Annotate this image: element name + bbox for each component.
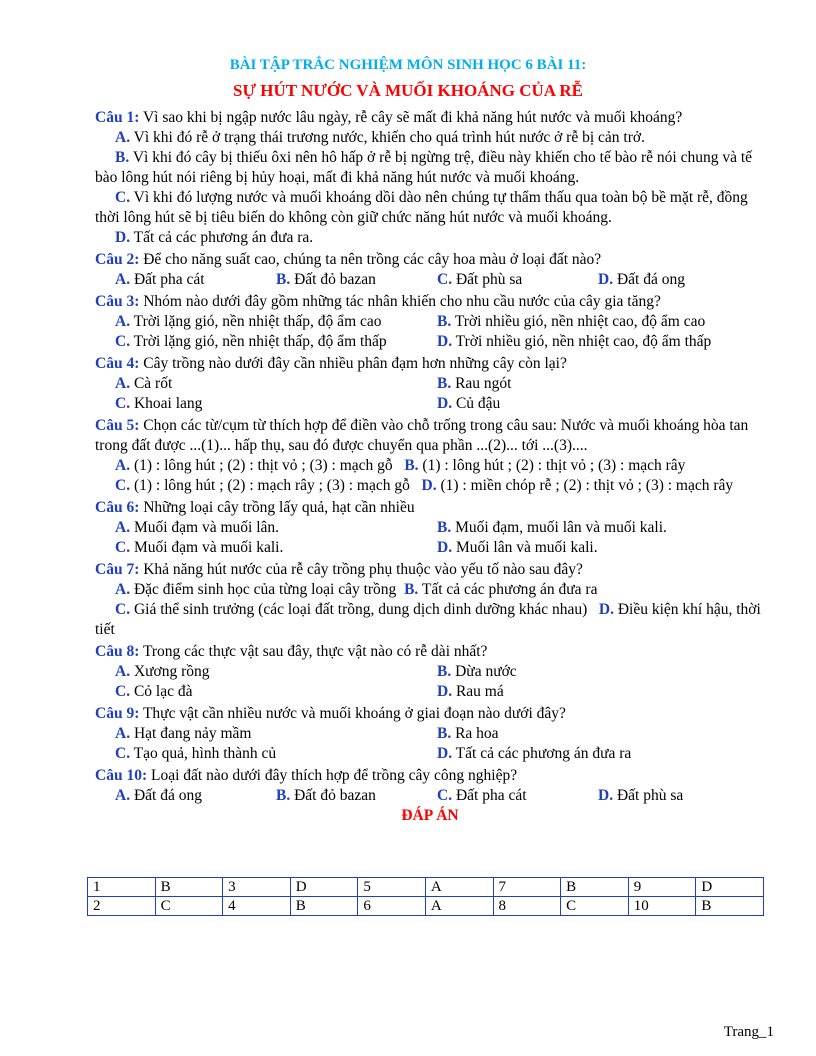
question-label: Câu 2: xyxy=(95,251,140,268)
question-text: Trong các thực vật sau đây, thực vật nào có rễ dài nhất? xyxy=(139,643,488,660)
option-letter: B. xyxy=(404,581,419,598)
option-text: Trời nhiều gió, nền nhiệt cao, độ ẩm cao xyxy=(451,313,706,330)
options-row xyxy=(95,538,765,558)
question-9 xyxy=(95,704,765,764)
table-cell: D xyxy=(696,878,764,897)
option-text: Vì khi đó cây bị thiếu ôxi nên hô hấp ở rễ bị ngừng trệ, điều này khiến cho tế bào rễ nói chung và tế bào lông hút nói riêng bị hủy hoại, mất đi khả năng hút nước và muối khoáng. xyxy=(95,149,753,186)
table-cell: 8 xyxy=(493,897,561,916)
table-cell: 5 xyxy=(358,878,426,897)
option-letter: A. xyxy=(115,375,131,392)
option-text: Muối đạm và muối kali. xyxy=(130,539,284,556)
option-text: Vì khi đó rễ ở trạng thái trương nước, khiến cho quá trình hút nước ở rễ bị cản trở. xyxy=(130,129,645,146)
options-row xyxy=(95,786,765,806)
option-letter: B. xyxy=(437,663,452,680)
option-letter: C. xyxy=(437,787,453,804)
question-text: Vì sao khi bị ngập nước lâu ngày, rễ cây sẽ mất đi khả năng hút nước và muối khoáng? xyxy=(139,109,683,126)
question-label: Câu 8: xyxy=(95,643,140,660)
table-cell: 6 xyxy=(358,897,426,916)
option-text: Đất pha cát xyxy=(130,271,205,288)
option-letter: A. xyxy=(115,663,131,680)
question-7 xyxy=(95,560,765,640)
question-text: Loại đất nào dưới đây thích hợp để trồng cây công nghiệp? xyxy=(147,767,518,784)
question-8 xyxy=(95,642,765,702)
question-text: Thực vật cần nhiều nước và muối khoáng ở giai đoạn nào dưới đây? xyxy=(139,705,566,722)
table-cell: D xyxy=(290,878,358,897)
option-text: Muối đạm, muối lân và muối kali. xyxy=(451,519,667,536)
options-row xyxy=(95,374,765,394)
question-text: Cây trồng nào dưới đây cần nhiều phân đạm hơn những cây còn lại? xyxy=(139,355,567,372)
option-letter: A. xyxy=(115,725,131,742)
option-text: Khoai lang xyxy=(130,395,203,412)
table-cell: C xyxy=(155,897,223,916)
question-5 xyxy=(95,416,765,496)
table-cell: 7 xyxy=(493,878,561,897)
option-letter: D. xyxy=(598,787,614,804)
option-text: Đất đá ong xyxy=(130,787,202,804)
question-label: Câu 9: xyxy=(95,705,140,722)
option-a xyxy=(115,724,437,744)
option-text: Vì khi đó lượng nước và muối khoáng dồi dào nên chúng tự thẩm thấu qua toàn bộ bề mặt rễ, đồng thời lông hút sẽ bị tiêu biến do không còn giữ chức năng hút nước và muối khoáng. xyxy=(95,189,748,226)
question-4 xyxy=(95,354,765,414)
option-a xyxy=(115,374,437,394)
option-letter: D. xyxy=(421,477,437,494)
option-d xyxy=(437,682,504,702)
option-letter: A. xyxy=(115,313,131,330)
options-row xyxy=(95,724,765,744)
option-a-b-line xyxy=(95,456,765,476)
option-letter: B. xyxy=(276,271,291,288)
option-letter: D. xyxy=(437,539,453,556)
option-letter: C. xyxy=(115,539,131,556)
option-c xyxy=(437,786,598,806)
option-text: Tạo quả, hình thành củ xyxy=(130,745,277,762)
option-text: Tất cả các phương án đưa ra xyxy=(452,745,632,762)
table-cell: 2 xyxy=(88,897,156,916)
option-c-d-line xyxy=(95,600,765,640)
option-text: Muối đạm và muối lân. xyxy=(130,519,280,536)
option-letter: C. xyxy=(115,745,131,762)
option-letter: A. xyxy=(115,787,131,804)
question-label: Câu 10: xyxy=(95,767,148,784)
table-cell: 1 xyxy=(88,878,156,897)
option-letter: D. xyxy=(598,601,614,618)
option-letter: C. xyxy=(115,333,131,350)
option-c xyxy=(115,332,437,352)
options-row xyxy=(95,682,765,702)
option-text: (1) : lông hút ; (2) : thịt vỏ ; (3) : mạch gỗ xyxy=(130,457,393,474)
option-c xyxy=(437,270,598,290)
option-text: Rau má xyxy=(452,683,504,700)
option-text: Đất đá ong xyxy=(613,271,685,288)
question-list xyxy=(95,108,765,826)
option-text: Muối lân và muối kali. xyxy=(452,539,598,556)
question-label: Câu 6: xyxy=(95,499,140,516)
option-letter: C. xyxy=(115,601,131,618)
option-a xyxy=(115,270,276,290)
question-label: Câu 4: xyxy=(95,355,140,372)
option-letter: B. xyxy=(437,519,452,536)
table-cell: 3 xyxy=(223,878,291,897)
option-d xyxy=(437,332,711,352)
option-d xyxy=(437,538,598,558)
question-10 xyxy=(95,766,765,806)
option-d xyxy=(437,394,500,414)
answer-key-table xyxy=(87,877,764,916)
option-b xyxy=(437,312,705,332)
option-letter: D. xyxy=(437,683,453,700)
option-text: (1) : lông hút ; (2) : mạch rây ; (3) : mạch gỗ xyxy=(130,477,410,494)
option-b xyxy=(437,724,499,744)
option-letter: A. xyxy=(115,129,131,146)
table-row xyxy=(88,878,764,897)
options-row xyxy=(95,394,765,414)
option-b xyxy=(437,662,517,682)
question-text: Để cho năng suất cao, chúng ta nên trồng các cây hoa màu ở loại đất nào? xyxy=(139,251,602,268)
option-d xyxy=(598,270,759,290)
option-a-b-line xyxy=(95,580,765,600)
question-6 xyxy=(95,498,765,558)
options-row xyxy=(95,662,765,682)
option-text: Hạt đang nảy mầm xyxy=(130,725,252,742)
option-letter: C. xyxy=(115,683,131,700)
table-cell: 4 xyxy=(223,897,291,916)
option-text: Cỏ lạc đà xyxy=(130,683,193,700)
option-b xyxy=(437,374,512,394)
option-text: Đất phù sa xyxy=(613,787,684,804)
question-text: Những loại cây trồng lấy quả, hạt cần nhiều xyxy=(139,499,415,516)
option-letter: D. xyxy=(437,745,453,762)
option-text: Đất đỏ bazan xyxy=(290,271,376,288)
option-a xyxy=(115,786,276,806)
document-title: BÀI TẬP TRẮC NGHIỆM MÔN SINH HỌC 6 BÀI 11: xyxy=(229,57,587,73)
option-letter: D. xyxy=(437,395,453,412)
option-c xyxy=(95,188,765,228)
option-letter: B. xyxy=(437,375,452,392)
option-text: Tất cả các phương án đưa ra. xyxy=(130,229,314,246)
question-text: Nhóm nào dưới đây gồm những tác nhân khiến cho nhu cầu nước của cây gia tăng? xyxy=(139,293,661,310)
table-cell: C xyxy=(561,897,629,916)
question-label: Câu 5: xyxy=(95,417,140,434)
option-letter: C. xyxy=(437,271,453,288)
option-text: (1) : miền chóp rễ ; (2) : thịt vỏ ; (3) : mạch rây xyxy=(436,477,734,494)
options-row xyxy=(95,270,765,290)
option-text: Điều kiện khí hậu, thời tiết xyxy=(95,601,761,638)
question-1 xyxy=(95,108,765,248)
page-number: Trang_1 xyxy=(723,1024,774,1040)
table-cell: B xyxy=(290,897,358,916)
option-letter: B. xyxy=(115,149,130,166)
question-label: Câu 7: xyxy=(95,561,140,578)
option-letter: D. xyxy=(115,229,131,246)
question-2 xyxy=(95,250,765,290)
option-text: Cà rốt xyxy=(130,375,173,392)
option-b xyxy=(276,786,437,806)
option-letter: C. xyxy=(115,395,131,412)
option-text: Ra hoa xyxy=(451,725,499,742)
option-text: Trời nhiều gió, nền nhiệt cao, độ ẩm thấp xyxy=(452,333,712,350)
option-c xyxy=(115,682,437,702)
option-letter: A. xyxy=(115,271,131,288)
option-text: Trời lặng gió, nền nhiệt thấp, độ ẩm thấp xyxy=(130,333,387,350)
option-c xyxy=(115,744,437,764)
option-c xyxy=(115,538,437,558)
option-d xyxy=(95,228,765,248)
option-letter: C. xyxy=(115,189,131,206)
option-letter: A. xyxy=(115,457,131,474)
table-cell: 10 xyxy=(628,897,696,916)
options-row xyxy=(95,312,765,332)
option-text: Đất đỏ bazan xyxy=(290,787,376,804)
option-c xyxy=(115,394,437,414)
options-row xyxy=(95,332,765,352)
option-letter: B. xyxy=(437,313,452,330)
table-cell: A xyxy=(425,897,493,916)
option-letter: B. xyxy=(276,787,291,804)
option-d xyxy=(437,744,631,764)
option-d xyxy=(598,786,759,806)
table-cell: 9 xyxy=(628,878,696,897)
option-letter: D. xyxy=(598,271,614,288)
option-a xyxy=(95,128,765,148)
option-letter: A. xyxy=(115,581,131,598)
option-letter: C. xyxy=(115,477,131,494)
option-a xyxy=(115,312,437,332)
option-letter: B. xyxy=(437,725,452,742)
answer-key-heading: ĐÁP ÁN xyxy=(401,807,459,824)
option-text: Củ đậu xyxy=(452,395,501,412)
option-text: Tất cả các phương án đưa ra xyxy=(418,581,598,598)
option-text: (1) : lông hút ; (2) : thịt vỏ ; (3) : mạch rây xyxy=(418,457,686,474)
option-letter: D. xyxy=(437,333,453,350)
option-b xyxy=(276,270,437,290)
question-3 xyxy=(95,292,765,352)
table-cell: B xyxy=(561,878,629,897)
option-text: Dừa nước xyxy=(451,663,517,680)
question-text: Chọn các từ/cụm từ thích hợp để điền vào chỗ trống trong câu sau: Nước và muối khoáng hòa tan trong đất được ...(1)... hấp thụ, sau đó được chuyển qua phần ...(2)... tới ...(3).... xyxy=(95,417,749,454)
document-subtitle: SỰ HÚT NƯỚC VÀ MUỐI KHOÁNG CỦA RỄ xyxy=(233,81,583,100)
option-b xyxy=(95,148,765,188)
option-a xyxy=(115,518,437,538)
table-cell: A xyxy=(425,878,493,897)
option-letter: B. xyxy=(404,457,419,474)
question-label: Câu 3: xyxy=(95,293,140,310)
option-a xyxy=(115,662,437,682)
option-c-d-line xyxy=(95,476,765,496)
table-cell: B xyxy=(155,878,223,897)
option-b xyxy=(437,518,667,538)
option-text: Đất phù sa xyxy=(452,271,523,288)
option-text: Trời lặng gió, nền nhiệt thấp, độ ẩm cao xyxy=(130,313,382,330)
table-row xyxy=(88,897,764,916)
option-text: Đất pha cát xyxy=(452,787,527,804)
option-text: Xương rồng xyxy=(130,663,210,680)
option-letter: A. xyxy=(115,519,131,536)
option-text: Rau ngót xyxy=(451,375,512,392)
option-text: Giá thể sinh trưởng (các loại đất trồng, dung dịch dinh dưỡng khác nhau) xyxy=(130,601,588,618)
table-cell: B xyxy=(696,897,764,916)
question-label: Câu 1: xyxy=(95,109,140,126)
question-text: Khả năng hút nước của rễ cây trồng phụ thuộc vào yếu tố nào sau đây? xyxy=(139,561,583,578)
options-row xyxy=(95,518,765,538)
options-row xyxy=(95,744,765,764)
option-text: Đặc điểm sinh học của từng loại cây trồng xyxy=(130,581,397,598)
